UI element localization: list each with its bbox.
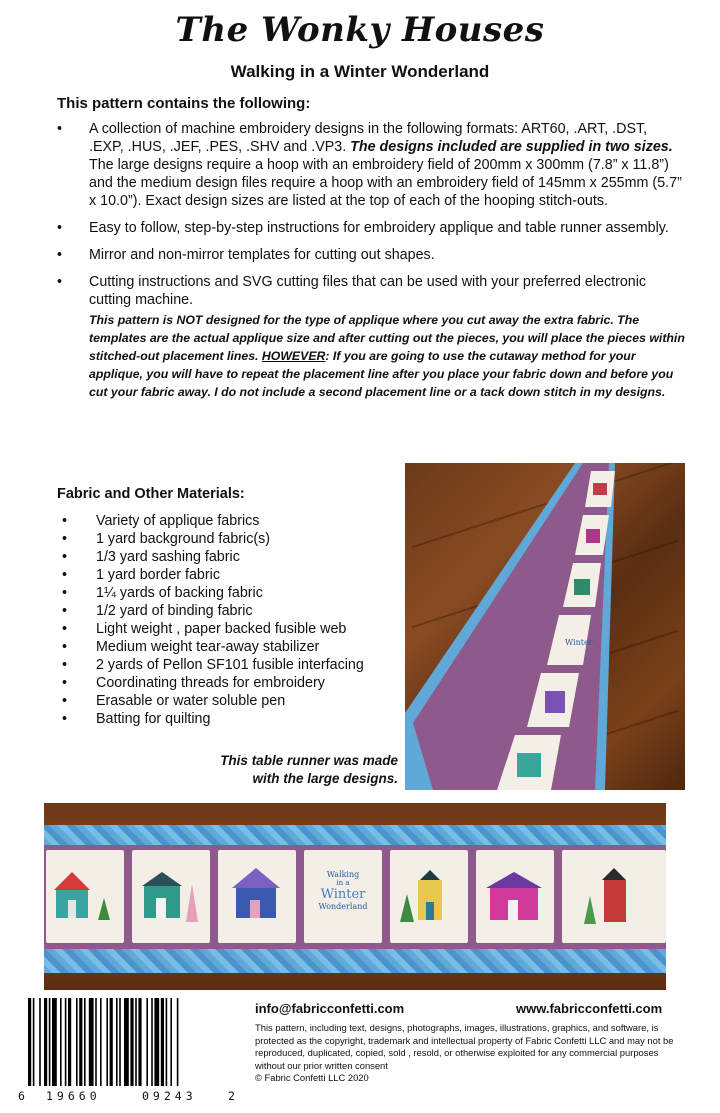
list-item (57, 273, 685, 401)
barcode-bar (119, 998, 121, 1086)
block-text: Wonderland (318, 902, 368, 911)
barcode-bar (39, 998, 41, 1086)
barcode-bar (154, 998, 159, 1086)
bullet-icon: • (62, 531, 68, 547)
legal-notice (255, 1022, 685, 1085)
barcode-bar (166, 998, 168, 1086)
barcode-digits: 19660 (46, 1089, 101, 1103)
barcode-bar (138, 998, 141, 1086)
item-text: The large designs require a hoop with an embroidery field of 200mm x 300mm (7.8” x 11.8”) and the medium design files require a hoop with an embroidery field of 145mm x 255mm (5.7” x 10.0”). Exact design sizes are listed at the top of each of the hooping stitch-outs. (89, 157, 682, 209)
barcode-icon (18, 998, 240, 1093)
bullet-icon: • (62, 639, 68, 655)
item-text: A collection of machine embroidery designs in the following formats: ART60, .ART, .DST, .EXP, .HUS, .JEF, .PES, .SHV and .VP3. (89, 121, 648, 155)
house-block (390, 850, 468, 943)
list-item (62, 620, 392, 638)
legal-text: This pattern, including text, designs, photographs, images, illustrations, graphics, and software, is protected as the copyright, trademark and intellectual property of Fabric Confetti LLC and may not be reproduced, duplicated, copied, sold , resold, or otherwise exploited for any commercial purposes without our prior written consent (255, 1022, 674, 1071)
barcode-digits: 09243 (142, 1089, 197, 1103)
bullet-icon: • (62, 711, 68, 727)
bullet-icon: • (62, 549, 68, 565)
item-text: 1 yard background fabric(s) (96, 531, 271, 547)
list-item (62, 638, 392, 656)
table-runner-wide-photo (44, 803, 666, 990)
table-runner-photo (405, 463, 685, 790)
applique-note (89, 311, 685, 401)
materials-heading: Fabric and Other Materials: (57, 486, 245, 502)
list-item (62, 710, 392, 728)
bullet-icon: • (57, 274, 63, 290)
list-item (62, 566, 392, 584)
website-link[interactable]: www.fabricconfetti.com (516, 1001, 663, 1016)
barcode-bar (161, 998, 164, 1086)
barcode-bar (89, 998, 94, 1086)
barcode-bar (60, 998, 62, 1086)
barcode-bar (146, 998, 148, 1086)
list-item (57, 219, 685, 237)
caption-line: This table runner was made (220, 753, 398, 768)
caption-line: with the large designs. (252, 771, 398, 786)
barcode-bar (84, 998, 86, 1086)
list-item (62, 584, 392, 602)
barcode-bar (116, 998, 118, 1086)
item-text: 1 yard border fabric (96, 567, 220, 583)
item-text: 2 yards of Pellon SF101 fusible interfacing (96, 657, 364, 673)
barcode-digit: 2 (228, 1089, 235, 1103)
block-text: Walking (326, 870, 360, 879)
barcode-bar (79, 998, 82, 1086)
winter-text-block (304, 850, 382, 943)
bullet-icon: • (62, 675, 68, 691)
house-block (46, 850, 124, 943)
bullet-icon: • (62, 513, 68, 529)
barcode-bar (135, 998, 137, 1086)
barcode-bar (49, 998, 51, 1086)
materials-list (62, 512, 392, 728)
list-item (62, 692, 392, 710)
barcode-bar (95, 998, 97, 1086)
house-block (132, 850, 210, 943)
contact-email[interactable]: info@fabricconfetti.com (255, 1001, 405, 1016)
note-text: This pattern is NOT designed for the type of applique where you cut away the extra fabric. The templates are the actual applique size and after cutting out the pieces, you will place the pieces within stitched-out placement lines. (89, 313, 685, 363)
bullet-icon: • (57, 220, 63, 236)
bullet-icon: • (57, 247, 63, 263)
item-text: 1/3 yard sashing fabric (96, 549, 240, 565)
bullet-icon: • (62, 621, 68, 637)
list-item (62, 674, 392, 692)
block-text: in a (336, 879, 350, 887)
item-text: Variety of applique fabrics (96, 513, 260, 529)
item-text: Easy to follow, step-by-step instructions for embroidery applique and table runner assembly. (89, 220, 669, 236)
item-text: Batting for quilting (96, 711, 211, 727)
bullet-icon: • (62, 657, 68, 673)
barcode-bar (106, 998, 108, 1086)
page-title: The Wonky Houses (175, 10, 545, 50)
item-text: 1¼ yards of backing fabric (96, 585, 263, 601)
list-item (62, 512, 392, 530)
photo-caption (190, 752, 398, 788)
barcode-bar (110, 998, 113, 1086)
barcode-bar (124, 998, 129, 1086)
item-text: Light weight , paper backed fusible web (96, 621, 347, 637)
barcode-bar (100, 998, 102, 1086)
contents-list (57, 120, 685, 410)
list-item (62, 548, 392, 566)
list-item (62, 530, 392, 548)
page-subtitle: Walking in a Winter Wonderland (230, 62, 490, 81)
barcode-bar (33, 998, 35, 1086)
bullet-icon: • (62, 693, 68, 709)
house-block (218, 850, 296, 943)
note-text: : If you are going to use the cutaway method for your applique, you will have to repeat the placement line after you place your fabric down and before you cut your fabric away. I do not include a second placement line or a tack down stitch in my designs. (89, 349, 674, 399)
item-text: Medium weight tear-away stabilizer (96, 639, 320, 655)
barcode-bar (76, 998, 78, 1086)
runner-illustration (405, 463, 685, 790)
barcode-bar (44, 998, 47, 1086)
copyright-text: © Fabric Confetti LLC 2020 (255, 1072, 369, 1084)
contents-heading: This pattern contains the following: (57, 95, 311, 112)
house-block (476, 850, 554, 943)
list-item (57, 120, 685, 210)
barcode-bar (177, 998, 179, 1086)
item-emphasis: The designs included are supplied in two sizes. (350, 139, 673, 155)
item-text: Cutting instructions and SVG cutting files that can be used with your preferred electronic cutting machine. (89, 274, 647, 308)
bullet-icon: • (62, 585, 68, 601)
barcode-bar (65, 998, 67, 1086)
item-text: 1/2 yard of binding fabric (96, 603, 253, 619)
runner-block-text: Winter (565, 638, 593, 647)
barcode-bar (28, 998, 31, 1086)
barcode-bar (130, 998, 133, 1086)
item-text: Coordinating threads for embroidery (96, 675, 325, 691)
bullet-icon: • (62, 603, 68, 619)
barcode-bar (170, 998, 172, 1086)
list-item (57, 246, 685, 264)
bullet-icon: • (57, 121, 63, 137)
barcode-bar (151, 998, 153, 1086)
item-text: Erasable or water soluble pen (96, 693, 286, 709)
barcode-digit: 6 (18, 1089, 25, 1103)
note-emphasis: HOWEVER (261, 349, 326, 363)
list-item (62, 602, 392, 620)
barcode-bar (68, 998, 71, 1086)
bullet-icon: • (62, 567, 68, 583)
block-text: Winter (320, 887, 366, 902)
house-block (562, 850, 666, 943)
barcode-bar (52, 998, 57, 1086)
item-text: Mirror and non-mirror templates for cutting out shapes. (89, 247, 435, 263)
list-item (62, 656, 392, 674)
